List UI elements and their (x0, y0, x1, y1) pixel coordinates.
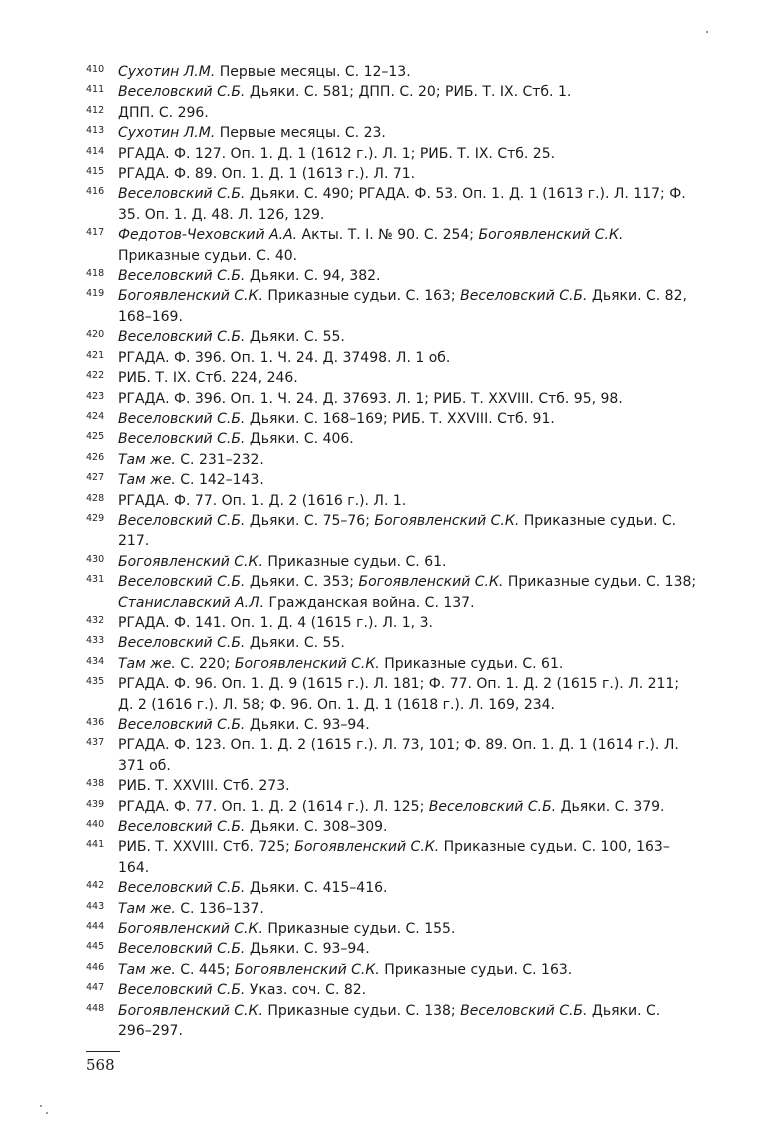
footnote-item (86, 450, 698, 470)
footnote-item (86, 797, 698, 817)
footnote-text (118, 613, 698, 633)
footnote-author-italic: Веселовский С.Б. (118, 84, 246, 101)
footnote-item (86, 327, 698, 347)
footnote-author-italic: Богоявленский С.К. (118, 288, 263, 305)
footnote-segment: РИБ. Т. IX. Стб. 224, 246. (118, 370, 298, 387)
footnote-number: 437 (86, 737, 105, 749)
footnote-author-italic: Веселовский С.Б. (118, 268, 246, 285)
footnote-item (86, 919, 698, 939)
footnote-item (86, 409, 698, 429)
footnote-item (86, 674, 698, 715)
footnote-number: 432 (86, 614, 105, 626)
footnote-item (86, 715, 698, 735)
footnote-author-italic: Богоявленский С.К. (294, 839, 440, 856)
footnote-author-italic: Веселовский С.Б. (118, 512, 246, 529)
footnote-item (86, 776, 698, 796)
footnote-segment: РГАДА. Ф. 96. Оп. 1. Д. 9 (1615 г.). Л. 181; Ф. 77. Оп. 1. Д. 2 (1615 г.). Л. 211; Д. 2 (1616 г.). Л. 58; Ф. 96. Оп. 1. Д. 1 (1618 г.). Л. 169, 234. (118, 676, 680, 713)
footnote-segment: Дьяки. С. 55. (245, 635, 345, 652)
footnote-segment: РГАДА. Ф. 77. Оп. 1. Д. 2 (1614 г.). Л. 125; (118, 798, 429, 815)
footnote-number: 421 (86, 349, 105, 361)
footnote-text (118, 817, 698, 837)
footnote-segment: Дьяки. С. 415–416. (245, 880, 388, 897)
footnote-segment: Первые месяцы. С. 23. (215, 125, 386, 142)
footnote-segment: Дьяки. С. 94, 382. (245, 268, 381, 285)
footnote-item (86, 164, 698, 184)
footnote-item (86, 103, 698, 123)
footnote-number: 423 (86, 390, 105, 402)
footnote-segment: Дьяки. С. 93–94. (245, 941, 370, 958)
footnote-author-italic: Веселовский С.Б. (118, 329, 246, 346)
footnote-number: 427 (86, 472, 105, 484)
footnote-segment: Акты. Т. I. № 90. С. 254; (297, 227, 479, 244)
footnote-item (86, 633, 698, 653)
footnote-segment: РГАДА. Ф. 396. Оп. 1. Ч. 24. Д. 37498. Л. 1 об. (118, 349, 451, 366)
footnote-segment: Приказные судьи. С. 163. (379, 961, 573, 978)
footnote-segment: Приказные судьи. С. 163; (262, 288, 461, 305)
footnote-segment: РГАДА. Ф. 89. Оп. 1. Д. 1 (1613 г.). Л. 71. (118, 166, 416, 183)
footnote-segment: РГАДА. Ф. 127. Оп. 1. Д. 1 (1612 г.). Л. 1; РИБ. Т. IX. Стб. 25. (118, 145, 556, 162)
footnote-segment: С. 220; (175, 655, 235, 672)
footnote-author-italic: Веселовский С.Б. (118, 880, 246, 897)
footnote-item (86, 899, 698, 919)
footnote-text (118, 939, 698, 959)
footnote-number: 420 (86, 329, 105, 341)
footnote-text (118, 491, 698, 511)
footnote-text (118, 123, 698, 143)
footnote-item (86, 817, 698, 837)
footnote-text (118, 899, 698, 919)
scan-speck (40, 1105, 42, 1107)
footnote-segment: Дьяки. С. 406. (245, 431, 354, 448)
footnote-number: 431 (86, 574, 105, 586)
footnote-segment: РГАДА. Ф. 141. Оп. 1. Д. 4 (1615 г.). Л. 1, 3. (118, 614, 433, 631)
footnote-item (86, 348, 698, 368)
footnote-author-italic: Веселовский С.Б. (428, 798, 557, 815)
footnote-text (118, 980, 698, 1000)
footnote-segment: Гражданская война. С. 137. (264, 594, 475, 611)
footnote-item (86, 389, 698, 409)
footnote-text (118, 348, 698, 368)
footnote-item (86, 429, 698, 449)
footnote-item (86, 613, 698, 633)
footnote-author-italic: Там же. (118, 472, 176, 489)
footnote-text (118, 164, 698, 184)
footnote-number: 410 (86, 64, 105, 75)
footnote-number: 448 (86, 1002, 105, 1014)
footnote-text (118, 286, 698, 327)
footnote-segment: Дьяки. С. 93–94. (245, 717, 370, 733)
footnote-number: 422 (86, 370, 105, 382)
footnote-author-italic: Станиславский А.Л. (118, 594, 265, 611)
footnote-item (86, 572, 698, 613)
footnote-text (118, 878, 698, 898)
footnote-item (86, 837, 698, 878)
footnote-author-italic: Богоявленский С.К. (234, 655, 380, 672)
footnote-number: 411 (86, 84, 105, 96)
footnote-item (86, 980, 698, 1000)
footnote-text (118, 960, 698, 980)
footnote-number: 425 (86, 431, 105, 443)
footnote-segment: Приказные судьи. С. 138; (262, 1002, 461, 1019)
footnote-segment: Приказные судьи. С. 61. (379, 655, 564, 672)
footnote-item (86, 123, 698, 143)
footnote-segment: С. 142–143. (175, 472, 264, 489)
footnote-segment: Приказные судьи. С. 155. (262, 921, 456, 938)
footnote-item (86, 654, 698, 674)
footnote-text (118, 654, 698, 674)
footnote-number: 424 (86, 410, 105, 422)
scan-speck (46, 1112, 48, 1114)
footnote-item (86, 511, 698, 552)
footnote-segment: Дьяки. С. 82, 168–169. (118, 288, 687, 325)
footnote-author-italic: Веселовский С.Б. (118, 819, 246, 836)
footnote-segment: С. 136–137. (175, 900, 264, 917)
footnote-author-italic: Веселовский С.Б. (118, 635, 246, 652)
footnote-item (86, 62, 698, 82)
page-number: 568 (86, 1056, 115, 1074)
footnote-text (118, 552, 698, 572)
footnote-number: 414 (86, 145, 105, 157)
footnote-item (86, 552, 698, 572)
footnote-number: 426 (86, 451, 105, 463)
footnote-text (118, 368, 698, 388)
footnote-author-italic: Веселовский С.Б. (118, 431, 246, 448)
footnote-segment: РГАДА. Ф. 396. Оп. 1. Ч. 24. Д. 37693. Л. 1; РИБ. Т. XXVIII. Стб. 95, 98. (118, 390, 623, 407)
footnote-item (86, 368, 698, 388)
footnote-number: 447 (86, 982, 105, 994)
footnote-item (86, 286, 698, 327)
footnote-author-italic: Богоявленский С.К. (358, 574, 504, 591)
footnote-segment: Приказные судьи. С. 138; (503, 574, 697, 591)
footnote-author-italic: Там же. (118, 655, 176, 672)
footnote-segment: Приказные судьи. С. 217. (118, 512, 677, 550)
footnote-author-italic: Веселовский С.Б. (118, 982, 246, 999)
footnote-number: 436 (86, 717, 105, 728)
footnote-text (118, 144, 698, 164)
footnote-number: 435 (86, 676, 105, 688)
footnote-segment: С. 445; (175, 961, 235, 978)
footnote-number: 413 (86, 125, 105, 137)
footnote-number: 430 (86, 553, 105, 565)
footnote-number: 444 (86, 921, 105, 933)
footnote-segment: РИБ. Т. XXVIII. Стб. 273. (118, 778, 290, 795)
footnote-segment: Приказные судьи. С. 100, 163–164. (118, 839, 670, 876)
footnote-number: 415 (86, 166, 105, 178)
footnote-text (118, 633, 698, 653)
footnote-number: 445 (86, 941, 105, 953)
footnote-segment: Дьяки. С. 490; РГАДА. Ф. 53. Оп. 1. Д. 1 (1613 г.). Л. 117; Ф. 35. Оп. 1. Д. 48. Л. 126, 129. (118, 186, 686, 223)
footnote-segment: Дьяки. С. 55. (245, 329, 345, 346)
footnote-text (118, 103, 698, 123)
footnote-number: 443 (86, 900, 105, 912)
footnote-segment: Дьяки. С. 296–297. (118, 1002, 661, 1040)
footnote-item (86, 266, 698, 286)
footnote-segment: Дьяки. С. 581; ДПП. С. 20; РИБ. Т. IX. Стб. 1. (245, 84, 572, 101)
footnote-author-italic: Богоявленский С.К. (118, 553, 263, 570)
footnote-segment: Первые месяцы. С. 12–13. (215, 64, 411, 80)
footnote-number: 433 (86, 635, 105, 647)
footnote-segment: Приказные судьи. С. 40. (118, 247, 298, 264)
footnote-item (86, 939, 698, 959)
footnote-item (86, 225, 698, 266)
footnote-item (86, 735, 698, 776)
footnote-number: 434 (86, 655, 105, 667)
footnote-segment: С. 231–232. (175, 451, 264, 468)
footnote-author-italic: Богоявленский С.К. (118, 1002, 263, 1019)
footnote-text (118, 919, 698, 939)
footnote-item (86, 491, 698, 511)
footnote-text (118, 62, 698, 82)
footnote-author-italic: Федотов-Чеховский А.А. (118, 227, 298, 244)
footnote-author-italic: Сухотин Л.М. (118, 64, 216, 80)
footnote-text (118, 776, 698, 796)
footnote-author-italic: Богоявленский С.К. (374, 512, 520, 529)
footnote-text (118, 389, 698, 409)
footnote-segment: РГАДА. Ф. 77. Оп. 1. Д. 2 (1616 г.). Л. 1. (118, 492, 407, 509)
footnote-text (118, 184, 698, 225)
footnote-item (86, 1001, 698, 1042)
footnote-author-italic: Веселовский С.Б. (118, 186, 246, 203)
footnote-text (118, 429, 698, 449)
footnote-segment: Указ. соч. С. 82. (245, 982, 367, 999)
footnote-author-italic: Веселовский С.Б. (118, 410, 246, 427)
footnote-text (118, 409, 698, 429)
footnote-author-italic: Сухотин Л.М. (118, 125, 216, 142)
footnote-segment: Приказные судьи. С. 61. (262, 553, 447, 570)
footnote-segment: ДПП. С. 296. (118, 104, 209, 121)
footnote-text (118, 797, 698, 817)
footnote-segment: РГАДА. Ф. 123. Оп. 1. Д. 2 (1615 г.). Л. 73, 101; Ф. 89. Оп. 1. Д. 1 (1614 г.). Л. 371 об. (118, 737, 679, 774)
footnote-item (86, 184, 698, 225)
footnote-number: 412 (86, 104, 105, 116)
footnote-author-italic: Богоявленский С.К. (478, 227, 624, 244)
footnote-number: 428 (86, 492, 105, 504)
footnote-author-italic: Там же. (118, 961, 176, 978)
footnote-segment: Дьяки. С. 75–76; (245, 512, 375, 529)
footnote-author-italic: Веселовский С.Б. (460, 288, 588, 305)
footnote-text (118, 82, 698, 102)
footnote-text (118, 674, 698, 715)
footnote-text (118, 266, 698, 286)
footnote-number: 417 (86, 227, 105, 239)
footnote-item (86, 82, 698, 102)
footnote-text (118, 735, 698, 776)
footnote-author-italic: Богоявленский С.К. (234, 961, 380, 978)
footnote-number: 442 (86, 880, 105, 892)
footnote-segment: Дьяки. С. 308–309. (245, 819, 388, 836)
footnote-text (118, 511, 698, 552)
footnote-item (86, 960, 698, 980)
footnote-text (118, 327, 698, 347)
footnote-text (118, 225, 698, 266)
footnote-number: 440 (86, 819, 105, 831)
footnote-text (118, 837, 698, 878)
footnote-segment: Дьяки. С. 353; (245, 574, 359, 591)
footnote-item (86, 470, 698, 490)
page-number-rule (86, 1051, 120, 1052)
footnote-text (118, 715, 698, 735)
footnote-segment: Дьяки. С. 379. (556, 798, 665, 815)
footnote-number: 441 (86, 839, 105, 851)
footnote-author-italic: Веселовский С.Б. (118, 717, 246, 733)
footnote-author-italic: Веселовский С.Б. (118, 574, 246, 591)
footnote-text (118, 572, 698, 613)
footnote-author-italic: Богоявленский С.К. (118, 921, 263, 938)
footnote-number: 446 (86, 961, 105, 973)
footnote-number: 416 (86, 186, 105, 198)
footnote-item (86, 878, 698, 898)
footnote-number: 438 (86, 778, 105, 790)
footnote-author-italic: Веселовский С.Б. (118, 941, 246, 958)
footnote-segment: Дьяки. С. 168–169; РИБ. Т. XXVIII. Стб. 91. (245, 410, 555, 427)
footnote-text (118, 1001, 698, 1042)
footnotes-list (86, 62, 698, 1042)
footnote-segment: РИБ. Т. XXVIII. Стб. 725; (118, 839, 295, 856)
footnote-number: 439 (86, 798, 105, 810)
footnote-author-italic: Веселовский С.Б. (460, 1002, 588, 1019)
footnote-text (118, 470, 698, 490)
footnote-item (86, 144, 698, 164)
footnote-number: 429 (86, 512, 105, 524)
footnote-text (118, 450, 698, 470)
footnote-author-italic: Там же. (118, 451, 176, 468)
footnote-number: 418 (86, 268, 105, 280)
scan-speck (706, 31, 708, 33)
footnote-author-italic: Там же. (118, 900, 176, 917)
footnote-number: 419 (86, 288, 105, 300)
